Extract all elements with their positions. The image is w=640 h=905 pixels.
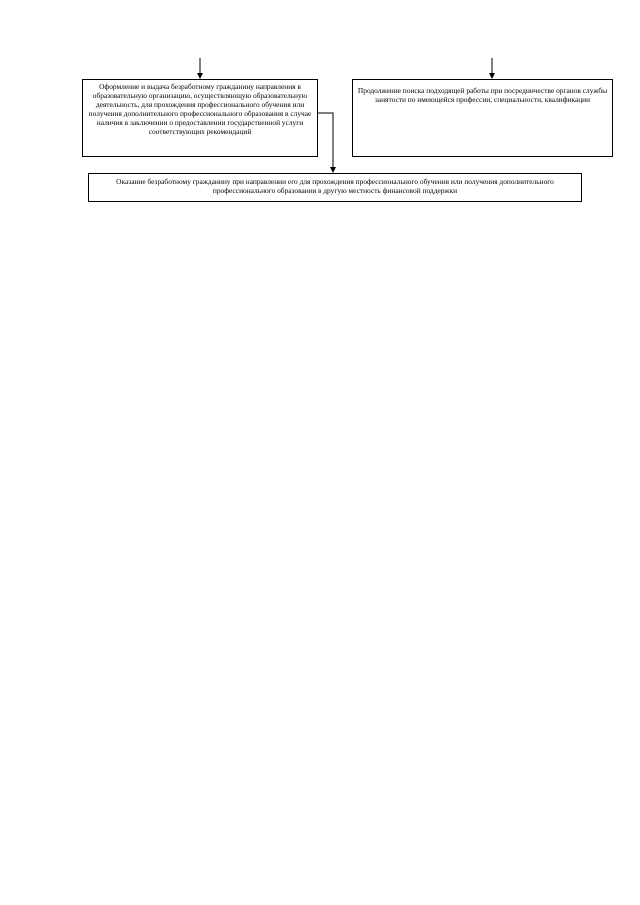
step-box-referral xyxy=(82,79,318,157)
step-box-financial-support xyxy=(88,173,582,202)
connector-left-to-bottom xyxy=(318,113,333,172)
step-box-financial-support-text: Оказание безработному гражданину при направлении его для прохождения профессионального обучения или получения дополнительного профессионального образования в другую местность финансовой поддержки xyxy=(116,177,554,195)
step-box-job-search xyxy=(352,79,613,157)
step-box-job-search-text: Продолжение поиска подходящей работы при посредничестве органов службы занятости по имеющейся профессии, специальности, квалификации xyxy=(357,86,608,104)
step-box-referral-text: Оформление и выдача безработному гражданину направления в образовательную организацию, осуществляющую образовательную деятельность, для прохождения профессионального обучения или получения дополнительного профессионального образования в случае наличия в заключении о предоставлении государственной услуги соответствующих рекомендаций xyxy=(88,82,312,136)
